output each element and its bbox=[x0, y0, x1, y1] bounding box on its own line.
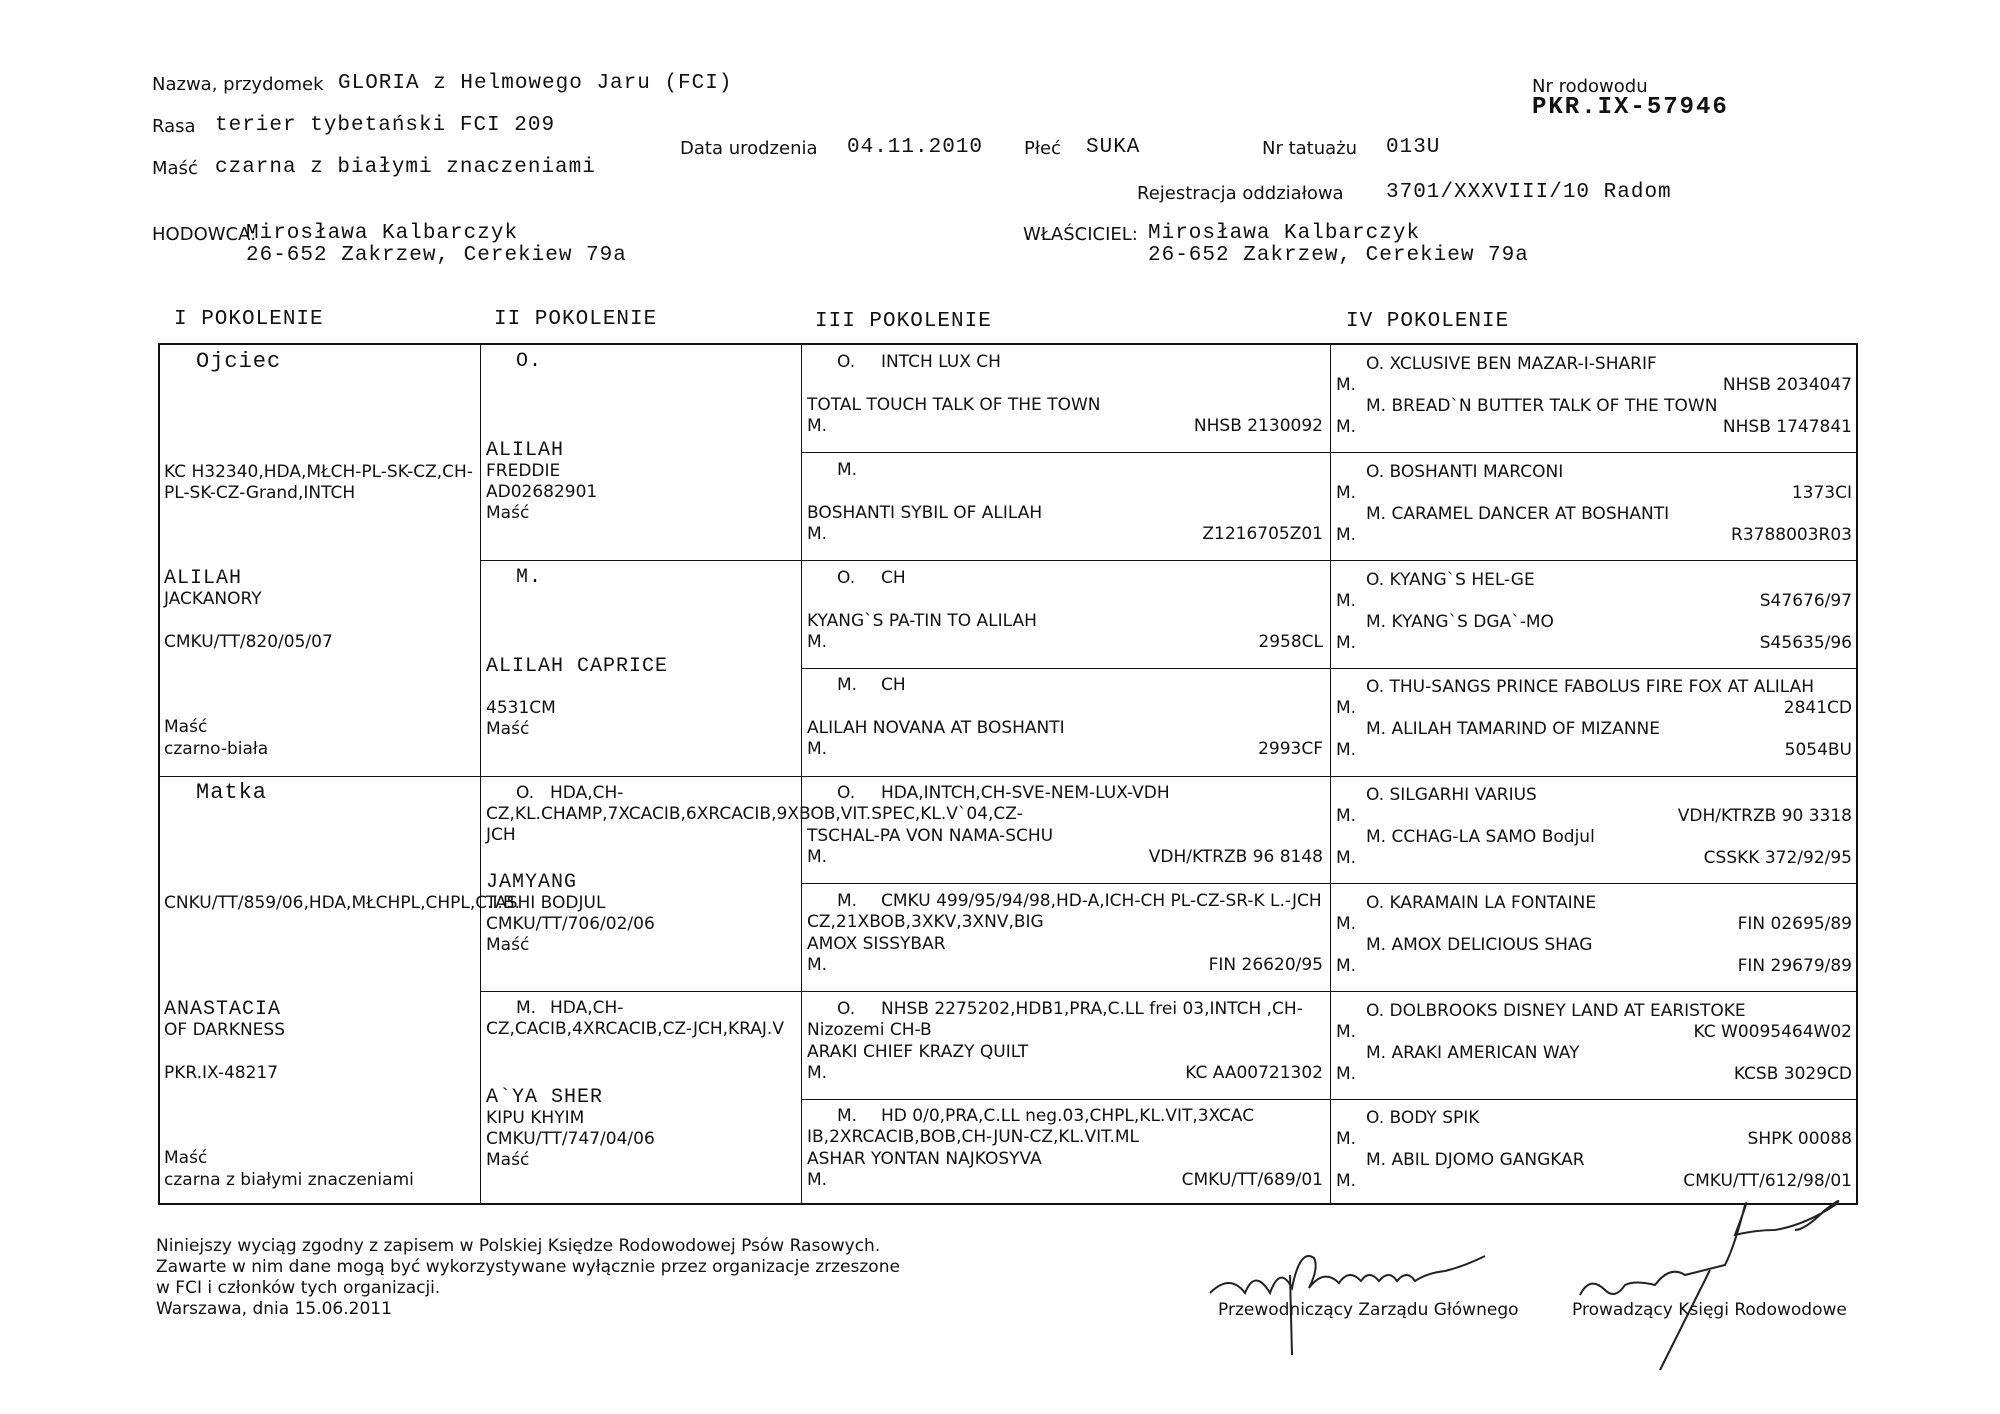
mother-titles: CNKU/TT/859/06,HDA,MŁCHPL,CHPL,C.I.B. bbox=[164, 893, 521, 913]
gen3-reg: Z1216705Z01 bbox=[1202, 524, 1323, 544]
gen3-prefix: O. bbox=[837, 352, 856, 372]
gen4-dam-reg: FIN 29679/89 bbox=[1737, 956, 1852, 976]
gen4-sire-reg: VDH/KTRZB 90 3318 bbox=[1677, 806, 1852, 826]
gen2-name2: TASHI BODJUL bbox=[486, 893, 606, 913]
gen3-name: BOSHANTI SYBIL OF ALILAH bbox=[807, 503, 1043, 523]
pedigree-no-label: Nr rodowodu bbox=[1532, 76, 1648, 97]
signature-2-stroke bbox=[1660, 1270, 1710, 1370]
gen3-m-label: M. bbox=[807, 955, 828, 975]
gen4-m-label: M. bbox=[1336, 375, 1357, 395]
gen2-color-label: Maść bbox=[486, 935, 530, 955]
gen4-sire: O. KARAMAIN LA FONTAINE bbox=[1366, 893, 1597, 913]
generation-header-2: II POKOLENIE bbox=[494, 308, 658, 331]
gen3-prefix: M. bbox=[837, 460, 858, 480]
gen3-m-label: M. bbox=[807, 1170, 828, 1190]
owner-name: Mirosława Kalbarczyk bbox=[1148, 222, 1421, 245]
row-divider bbox=[801, 883, 1856, 884]
gen2-cell-4 bbox=[482, 992, 800, 1207]
gen4-cell bbox=[1332, 885, 1858, 991]
column-divider bbox=[801, 345, 802, 1203]
gen3-m-label: M. bbox=[807, 739, 828, 759]
gen3-cell bbox=[803, 1100, 1329, 1206]
gen3-m-label: M. bbox=[807, 632, 828, 652]
gen3-titles: CH bbox=[881, 568, 906, 588]
gen2-cell-2 bbox=[482, 561, 800, 776]
gen2-name: A`YA SHER bbox=[486, 1086, 604, 1109]
gen4-sire: O. THU-SANGS PRINCE FABOLUS FIRE FOX AT ALILAH bbox=[1366, 677, 1815, 697]
birth-label: Data urodzenia bbox=[680, 138, 818, 159]
gen2-color-label: Maść bbox=[486, 503, 530, 523]
gen2-titles: HDA,CH-CZ,CACIB,4XRCACIB,CZ-JCH,KRAJ.V bbox=[486, 998, 784, 1039]
gen4-m-label: M. bbox=[1336, 525, 1357, 545]
branch-reg-value: 3701/XXXVIII/10 Radom bbox=[1386, 181, 1672, 204]
gen4-cell bbox=[1332, 777, 1858, 883]
footer-line-1: Niniejszy wyciąg zgodny z zapisem w Polskiej Księdze Rodowodowej Psów Rasowych. bbox=[156, 1236, 881, 1256]
gen3-prefix: M. bbox=[837, 891, 858, 911]
color-label: Maść bbox=[152, 158, 198, 179]
mother-name2: OF DARKNESS bbox=[164, 1020, 285, 1040]
gen4-m-label: M. bbox=[1336, 417, 1357, 437]
gen2-cell-1 bbox=[482, 345, 800, 560]
gen3-name: ALILAH NOVANA AT BOSHANTI bbox=[807, 718, 1065, 738]
gen4-dam: M. ARAKI AMERICAN WAY bbox=[1366, 1043, 1580, 1063]
gen4-m-label: M. bbox=[1336, 848, 1357, 868]
gen4-dam-reg: NHSB 1747841 bbox=[1722, 417, 1852, 437]
gen4-sire-reg: KC W0095464W02 bbox=[1693, 1022, 1852, 1042]
gen4-m-label: M. bbox=[1336, 698, 1357, 718]
father-color-label: Maść bbox=[164, 717, 208, 737]
gen2-color-label: Maść bbox=[486, 719, 530, 739]
gen3-titles: CH bbox=[881, 675, 906, 695]
gen2-reg: AD02682901 bbox=[486, 482, 598, 502]
gen4-sire-reg: 1373CI bbox=[1791, 483, 1852, 503]
gen4-dam: M. BREAD`N BUTTER TALK OF THE TOWN bbox=[1366, 396, 1718, 416]
gen4-dam: M. KYANG`S DGA`-MO bbox=[1366, 612, 1554, 632]
breeder-label: HODOWCA: bbox=[152, 224, 257, 245]
gen3-m-label: M. bbox=[807, 416, 828, 436]
gen2-color-label: Maść bbox=[486, 1150, 530, 1170]
tattoo-label: Nr tatuażu bbox=[1262, 138, 1358, 159]
gen4-dam-reg: 5054BU bbox=[1784, 740, 1852, 760]
gen4-cell bbox=[1332, 562, 1858, 668]
footer-line-2: Zawarte w nim dane mogą być wykorzystywane wyłącznie przez organizacje zrzeszone bbox=[156, 1257, 900, 1277]
signature-label-2: Prowadzący Księgi Rodowodowe bbox=[1572, 1300, 1847, 1320]
pedigree-table bbox=[158, 343, 1858, 1205]
footer-line-3: w FCI i członków tych organizacji. bbox=[156, 1278, 441, 1298]
father-name: ALILAH bbox=[164, 567, 243, 590]
gen4-m-label: M. bbox=[1336, 1064, 1357, 1084]
gen4-sire: O. BOSHANTI MARCONI bbox=[1366, 462, 1564, 482]
gen3-cell bbox=[803, 669, 1329, 775]
row-divider bbox=[801, 452, 1856, 453]
gen2-titles: HDA,CH-CZ,KL.CHAMP,7XCACIB,6XRCACIB,9XBOB,VIT.SPEC,KL.V`04,CZ-JCH bbox=[486, 783, 1023, 845]
gen4-m-label: M. bbox=[1336, 633, 1357, 653]
gen4-m-label: M. bbox=[1336, 591, 1357, 611]
sex-label: Płeć bbox=[1024, 138, 1061, 159]
footer-line-4: Warszawa, dnia 15.06.2011 bbox=[156, 1299, 392, 1319]
gen3-m-label: M. bbox=[807, 847, 828, 867]
gen4-dam: M. CCHAG-LA SAMO Bodjul bbox=[1366, 827, 1595, 847]
gen3-name: KYANG`S PA-TIN TO ALILAH bbox=[807, 611, 1037, 631]
breeder-name: Mirosława Kalbarczyk bbox=[246, 222, 519, 245]
gen3-name: TOTAL TOUCH TALK OF THE TOWN bbox=[807, 395, 1101, 415]
gen3-titles: HDA,INTCH,CH-SVE-NEM-LUX-VDH bbox=[881, 783, 1170, 803]
signature-label-1: Przewodniczący Zarządu Głównego bbox=[1218, 1300, 1519, 1320]
breed-label: Rasa bbox=[152, 116, 196, 137]
name-label: Nazwa, przydomek bbox=[152, 74, 324, 95]
gen4-sire: O. DOLBROOKS DISNEY LAND AT EARISTOKE bbox=[1366, 1001, 1746, 1021]
gen4-dam: M. ABIL DJOMO GANGKAR bbox=[1366, 1150, 1585, 1170]
gen4-dam-reg: CSSKK 372/92/95 bbox=[1703, 848, 1852, 868]
gen2-name2: FREDDIE bbox=[486, 461, 561, 481]
generation-header-3: III POKOLENIE bbox=[815, 310, 992, 333]
birth-value: 04.11.2010 bbox=[847, 136, 984, 159]
mother-name: ANASTACIA bbox=[164, 998, 282, 1021]
gen3-prefix: M. bbox=[837, 1106, 858, 1126]
gen2-name: ALILAH bbox=[486, 439, 565, 462]
gen3-m-label: M. bbox=[807, 1063, 828, 1083]
gen4-dam-reg: S45635/96 bbox=[1759, 633, 1852, 653]
gen2-name2: KIPU KHYIM bbox=[486, 1108, 585, 1128]
branch-reg-label: Rejestracja oddziałowa bbox=[1137, 183, 1344, 204]
gen2-reg: CMKU/TT/706/02/06 bbox=[486, 914, 655, 934]
gen2-name: JAMYANG bbox=[486, 871, 578, 894]
gen1-mother-cell bbox=[160, 776, 521, 1207]
father-name2: JACKANORY bbox=[164, 589, 262, 609]
gen3-reg: KC AA00721302 bbox=[1185, 1063, 1323, 1083]
gen4-sire: O. KYANG`S HEL-GE bbox=[1366, 570, 1535, 590]
breed-value: terier tybetański FCI 209 bbox=[215, 114, 556, 137]
gen3-cell bbox=[803, 346, 1329, 452]
gen3-titles: CMKU 499/95/94/98,HD-A,ICH-CH PL-CZ-SR-K L.-JCH CZ,21XBOB,3XKV,3XNV,BIG bbox=[807, 891, 1322, 932]
tattoo-value: 013U bbox=[1386, 136, 1441, 159]
gen4-cell bbox=[1332, 993, 1858, 1099]
gen4-m-label: M. bbox=[1336, 1129, 1357, 1149]
gen3-prefix: O. bbox=[837, 999, 856, 1019]
gen3-reg: FIN 26620/95 bbox=[1208, 955, 1323, 975]
gen4-cell bbox=[1332, 669, 1858, 775]
gen3-reg: 2993CF bbox=[1258, 739, 1323, 759]
owner-label: WŁAŚCICIEL: bbox=[1023, 224, 1138, 245]
gen3-reg: 2958CL bbox=[1258, 632, 1323, 652]
gen3-name: AMOX SISSYBAR bbox=[807, 934, 946, 954]
footer-text bbox=[156, 1236, 900, 1320]
column-divider bbox=[1330, 345, 1331, 1203]
gen4-m-label: M. bbox=[1336, 1022, 1357, 1042]
gen4-m-label: M. bbox=[1336, 914, 1357, 934]
color-value: czarna z białymi znaczeniami bbox=[215, 156, 596, 179]
gen2-reg: CMKU/TT/747/04/06 bbox=[486, 1129, 655, 1149]
gen4-m-label: M. bbox=[1336, 740, 1357, 760]
gen1-father-cell bbox=[160, 345, 480, 776]
gen3-cell bbox=[803, 562, 1329, 668]
gen4-cell bbox=[1332, 1100, 1858, 1206]
gen3-name: ASHAR YONTAN NAJKOSYVA bbox=[807, 1149, 1042, 1169]
gen2-prefix: O. bbox=[516, 350, 543, 373]
gen2-name: ALILAH CAPRICE bbox=[486, 655, 669, 678]
father-titles: KC H32340,HDA,MŁCH-PL-SK-CZ,CH-PL-SK-CZ-Grand,INTCH bbox=[164, 462, 473, 503]
gen3-reg: CMKU/TT/689/01 bbox=[1181, 1170, 1323, 1190]
gen4-sire-reg: S47676/97 bbox=[1759, 591, 1852, 611]
gen4-sire-reg: NHSB 2034047 bbox=[1722, 375, 1852, 395]
father-color: czarno-biała bbox=[164, 739, 269, 759]
gen4-dam-reg: KCSB 3029CD bbox=[1733, 1064, 1852, 1084]
gen3-titles: NHSB 2275202,HDB1,PRA,C.LL frei 03,INTCH ,CH-Nizozemi CH-B bbox=[807, 999, 1303, 1040]
mother-color-label: Maść bbox=[164, 1148, 208, 1168]
gen4-m-label: M. bbox=[1336, 806, 1357, 826]
gen3-titles: INTCH LUX CH bbox=[881, 352, 1001, 372]
gen3-prefix: M. bbox=[837, 675, 858, 695]
dog-name: GLORIA z Helmowego Jaru (FCI) bbox=[338, 72, 733, 95]
gen3-cell bbox=[803, 885, 1329, 991]
gen4-sire-reg: FIN 02695/89 bbox=[1737, 914, 1852, 934]
father-role: Ojciec bbox=[196, 349, 282, 374]
column-divider bbox=[480, 345, 481, 1203]
gen4-sire: O. XCLUSIVE BEN MAZAR-I-SHARIF bbox=[1366, 354, 1657, 374]
gen4-sire-reg: SHPK 00088 bbox=[1747, 1129, 1852, 1149]
gen3-titles: HD 0/0,PRA,C.LL neg.03,CHPL,KL.VIT,3XCAC IB,2XRCACIB,BOB,CH-JUN-CZ,KL.VIT.ML bbox=[807, 1106, 1255, 1147]
gen3-cell bbox=[803, 777, 1329, 883]
father-reg: CMKU/TT/820/05/07 bbox=[164, 632, 333, 652]
gen4-cell bbox=[1332, 454, 1858, 560]
gen3-m-label: M. bbox=[807, 524, 828, 544]
gen4-m-label: M. bbox=[1336, 483, 1357, 503]
gen4-cell bbox=[1332, 346, 1858, 452]
signature-2 bbox=[1580, 1201, 1838, 1295]
gen2-reg: 4531CM bbox=[486, 698, 556, 718]
gen2-prefix: O. bbox=[516, 783, 535, 803]
signature-1 bbox=[1210, 1256, 1485, 1293]
gen3-name: ARAKI CHIEF KRAZY QUILT bbox=[807, 1042, 1029, 1062]
mother-role: Matka bbox=[196, 780, 268, 805]
pedigree-no-value: PKR.IX-57946 bbox=[1532, 94, 1729, 121]
gen3-name: TSCHAL-PA VON NAMA-SCHU bbox=[807, 826, 1054, 846]
gen4-dam: M. ALILAH TAMARIND OF MIZANNE bbox=[1366, 719, 1660, 739]
gen2-prefix: M. bbox=[516, 566, 543, 589]
gen4-dam: M. AMOX DELICIOUS SHAG bbox=[1366, 935, 1593, 955]
gen4-sire-reg: 2841CD bbox=[1783, 698, 1852, 718]
gen4-dam-reg: R3788003R03 bbox=[1731, 525, 1852, 545]
generation-header-1: I POKOLENIE bbox=[174, 308, 324, 331]
gen4-sire: O. SILGARHI VARIUS bbox=[1366, 785, 1537, 805]
gen4-dam: M. CARAMEL DANCER AT BOSHANTI bbox=[1366, 504, 1670, 524]
mother-reg: PKR.IX-48217 bbox=[164, 1063, 279, 1083]
gen3-reg: NHSB 2130092 bbox=[1193, 416, 1323, 436]
gen3-reg: VDH/KTRZB 96 8148 bbox=[1148, 847, 1323, 867]
gen2-prefix: M. bbox=[516, 998, 537, 1018]
gen3-prefix: O. bbox=[837, 783, 856, 803]
gen3-prefix: O. bbox=[837, 568, 856, 588]
breeder-address: 26-652 Zakrzew, Cerekiew 79a bbox=[246, 244, 627, 267]
gen4-m-label: M. bbox=[1336, 956, 1357, 976]
gen4-sire: O. BODY SPIK bbox=[1366, 1108, 1480, 1128]
gen3-cell bbox=[803, 993, 1329, 1099]
mother-color: czarna z białymi znaczeniami bbox=[164, 1170, 414, 1190]
gen4-m-label: M. bbox=[1336, 1171, 1357, 1191]
generation-header-4: IV POKOLENIE bbox=[1346, 310, 1510, 333]
gen4-dam-reg: CMKU/TT/612/98/01 bbox=[1683, 1171, 1852, 1191]
gen3-cell bbox=[803, 454, 1329, 560]
sex-value: SUKA bbox=[1086, 136, 1141, 159]
owner-address: 26-652 Zakrzew, Cerekiew 79a bbox=[1148, 244, 1529, 267]
